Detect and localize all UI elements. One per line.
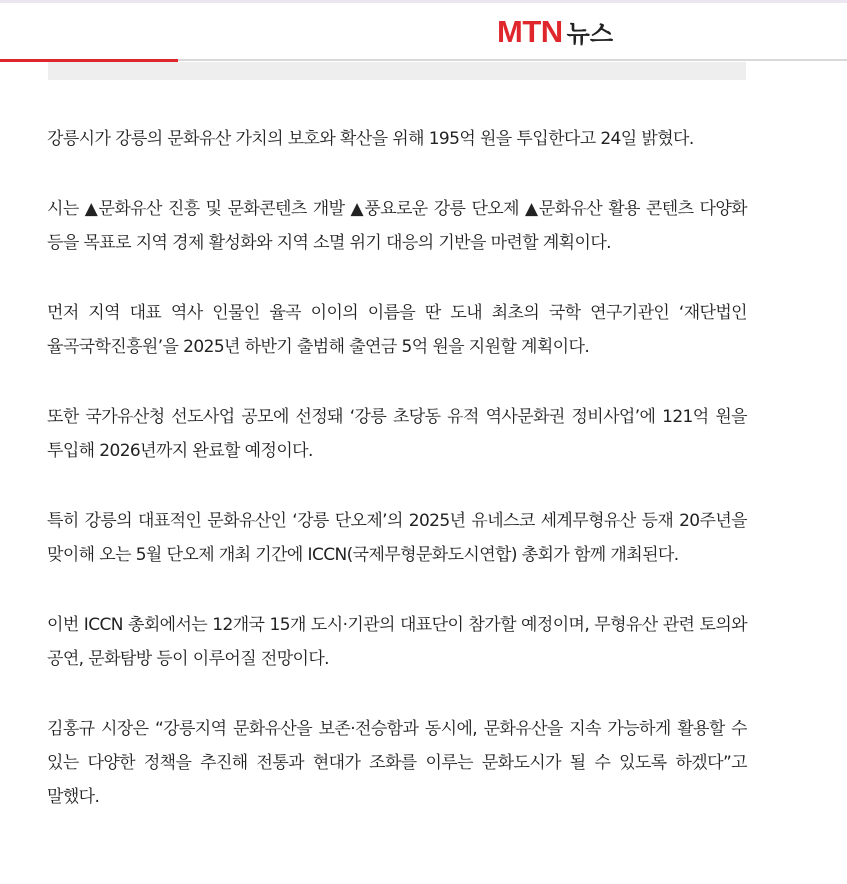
site-header	[0, 3, 847, 60]
article-paragraph: 이번 ICCN 총회에서는 12개국 15개 도시·기관의 대표단이 참가할 예정이며, 무형유산 관련 토의와 공연, 문화탐방 등이 이루어질 전망이다.	[47, 615, 747, 669]
article-paragraph: 시는 ▲문화유산 진흥 및 문화콘텐츠 개발 ▲풍요로운 강릉 단오제 ▲문화유산 활용 콘텐츠 다양화 등을 목표로 지역 경제 활성화와 지역 소멸 위기 대응의 기반을 마련할 계획이다.	[47, 199, 747, 253]
mtn-news-logo[interactable]	[497, 15, 613, 51]
article-paragraph: 김홍규 시장은 “강릉지역 문화유산을 보존·전승함과 동시에, 문화유산을 지속 가능하게 활용할 수 있는 다양한 정책을 추진해 전통과 현대가 조화를 이루는 문화도시가 될 수 있도록 하겠다”고 말했다.	[47, 719, 747, 807]
logo-brand-text: MTN	[497, 14, 563, 49]
article-top-banner	[48, 62, 746, 80]
article-paragraph: 또한 국가유산청 선도사업 공모에 선정돼 ‘강릉 초당동 유적 역사문화권 정비사업’에 121억 원을 투입해 2026년까지 완료할 예정이다.	[47, 407, 747, 461]
logo-section-text: 뉴스	[566, 20, 614, 48]
article-paragraph: 강릉시가 강릉의 문화유산 가치의 보호와 확산을 위해 195억 원을 투입한다고 24일 밝혔다.	[47, 129, 694, 149]
article-paragraph: 특히 강릉의 대표적인 문화유산인 ‘강릉 단오제’의 2025년 유네스코 세계무형유산 등재 20주년을 맞이해 오는 5월 단오제 개최 기간에 ICCN(국제무형문화도시연합) 총회가 함께 개최된다.	[47, 511, 747, 565]
article-body	[47, 122, 747, 850]
article-paragraph: 먼저 지역 대표 역사 인물인 율곡 이이의 이름을 딴 도내 최초의 국학 연구기관인 ‘재단법인 율곡국학진흥원’을 2025년 하반기 출범해 출연금 5억 원을 지원할 계획이다.	[47, 303, 747, 357]
